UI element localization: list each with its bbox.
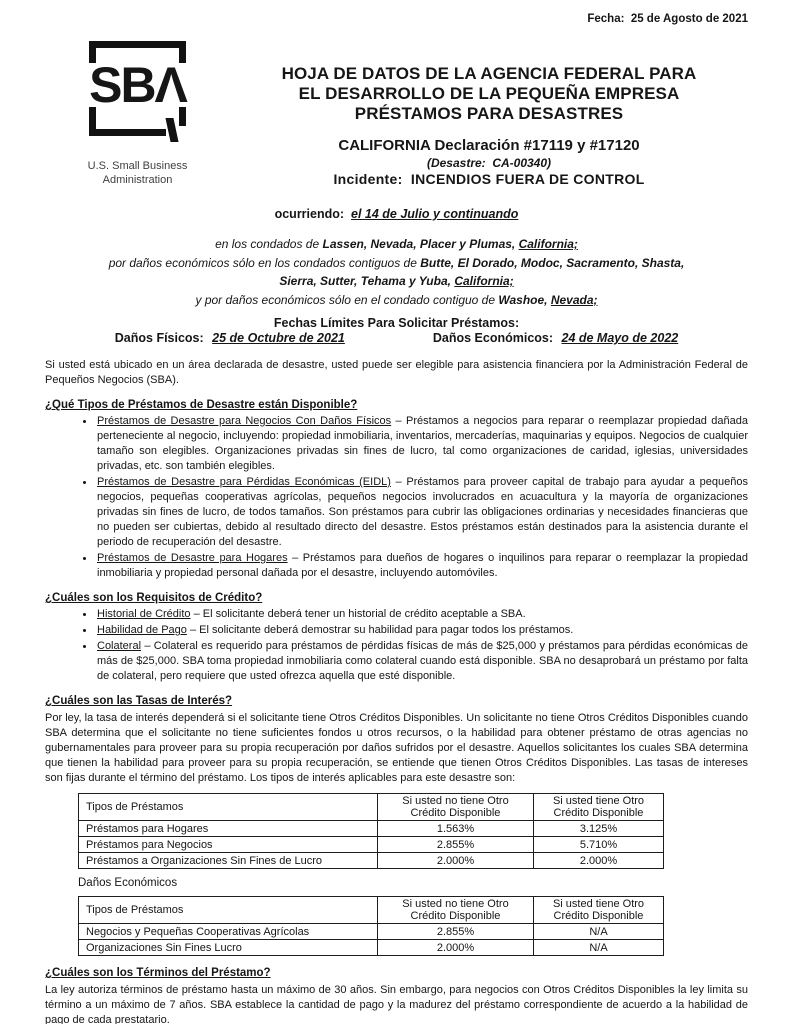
header-title-block bbox=[230, 41, 748, 187]
loan-terms-paragraph: La ley autoriza términos de préstamo hasta un máximo de 30 años. Sin embargo, para negocios con Otros Créditos Disponibles la ley limita su término a un máximo de 7 años. SBA establece la cantidad de pago y la madurez del préstamo correspondiente de acuerdo a la habilidad de pago de cada prestatario. bbox=[45, 984, 748, 1024]
column-header-other-credit: Si usted tiene Otro Crédito Disponible bbox=[534, 794, 664, 821]
column-header-loan-types: Tipos de Préstamos bbox=[79, 794, 378, 821]
title-line: EL DESARROLLO DE LA PEQUEÑA EMPRESA bbox=[298, 84, 680, 103]
table-row: Préstamos a Organizaciones Sin Fines de Lucro 2.000% 2.000% bbox=[79, 853, 664, 869]
physical-rates-table bbox=[78, 793, 664, 869]
section-heading-loan-types: ¿Qué Tipos de Préstamos de Desastre están Disponible? bbox=[45, 399, 358, 411]
column-header-loan-types: Tipos de Préstamos bbox=[79, 897, 378, 924]
deadlines-line bbox=[45, 331, 748, 345]
column-header-other-credit: Si usted tiene Otro Crédito Disponible bbox=[534, 897, 664, 924]
economic-deadline-label: Daños Económicos: bbox=[432, 331, 557, 345]
list-item: • Historial de Crédito – El solicitante deberá tener un historial de crédito aceptable a SBA. bbox=[95, 607, 748, 622]
counties-line-2: por daños económicos sólo en los condados contiguos de Butte, El Dorado, Modoc, Sacramento, Shasta, bbox=[108, 255, 685, 270]
table-row: Préstamos para Hogares 1.563% 3.125% bbox=[79, 821, 664, 837]
column-header-no-other-credit: Si usted no tiene Otro Crédito Disponible bbox=[378, 897, 534, 924]
table-header-row bbox=[79, 794, 664, 821]
sba-logo-caption bbox=[88, 159, 188, 187]
list-item: • Colateral – Colateral es requerido para préstamos de pérdidas físicas de más de $25,000 y préstamos para pérdidas económicas de más de $25,000. SBA toma propiedad inmobiliaria como colateral cuando está disponible. SBA no desaprobará un préstamo por falta de colateral, pero requiere que usted ofrezca aquella que esté disponible. bbox=[95, 639, 748, 684]
physical-deadline bbox=[115, 331, 345, 345]
occurring-value: el 14 de Julio y continuando bbox=[351, 207, 519, 221]
sba-logo-caption-line: U.S. Small Business bbox=[87, 160, 188, 172]
deadlines-heading: Fechas Límites Para Solicitar Préstamos: bbox=[273, 316, 520, 330]
interest-rates-paragraph: Por ley, la tasa de interés dependerá si el solicitante tiene Otros Créditos Disponibles. Un solicitante no tiene Otros Créditos Disponibles cuando SBA determina que el solicitante no tiene suficientes fondos u otros recursos, o la habilidad para obtener préstamo de otras agencias no gubernamentales para proveer para su propia recuperación por daños sufridos por el desastre. Aquellos solicitantes los cuales SBA determina que tienen la habilidad para proveer para su propia recuperación, se entiende que tienen Otros Créditos Disponibles. Las tasas de intereses son fijas durante el término del préstamo. Los tipos de interés aplicables para este desastre son: bbox=[45, 712, 748, 784]
date-line: Fecha: 25 de Agosto de 2021 bbox=[587, 13, 748, 25]
intro-paragraph: Si usted está ubicado en un área declarada de desastre, usted puede ser elegible para asistencia financiera por la Administración Federal de Pequeños Negocios (SBA). bbox=[45, 359, 748, 386]
section-heading-interest-rates: ¿Cuáles son las Tasas de Interés? bbox=[45, 695, 233, 707]
section-heading-credit-requirements: ¿Cuáles son los Requisitos de Crédito? bbox=[45, 592, 263, 604]
title-line: PRÉSTAMOS PARA DESASTRES bbox=[354, 104, 624, 123]
title-line: HOJA DE DATOS DE LA AGENCIA FEDERAL PARA bbox=[281, 64, 697, 83]
economic-deadline-date: 24 de Mayo de 2022 bbox=[561, 331, 679, 345]
economic-deadline bbox=[433, 331, 678, 345]
incident-line: Incidente: INCENDIOS FUERA DE CONTROL bbox=[333, 171, 645, 187]
credit-requirements-list bbox=[45, 607, 748, 684]
physical-deadline-label: Daños Físicos: bbox=[114, 331, 208, 345]
physical-deadline-date: 25 de Octubre de 2021 bbox=[212, 331, 345, 345]
document-title bbox=[230, 64, 748, 124]
table-header-row bbox=[79, 897, 664, 924]
list-item: • Préstamos de Desastre para Hogares – Préstamos para dueños de hogares o inquilinos para reparar o reemplazar la propiedad inmobiliaria y propiedad personal dañada por el desastre, incluyendo automóviles. bbox=[95, 551, 748, 581]
sba-logo bbox=[45, 41, 230, 187]
list-item: • Préstamos de Desastre para Pérdidas Económicas (EIDL) – Préstamos para proveer capital de trabajo para ayudar a pequeños negocios, pequeñas cooperativas agrícolas, pequeños negocios involucrados en acuacultura y la mayoría de organizaciones privadas sin fines de lucro, de todos tamaños. Son préstamos para cubrir las obligaciones ordinarias y necesidades financieras que no pueden ser cubiertas, debido al resultado directo del desastre. Estos préstamos están destinados para la asistencia durante el periodo de recuperación del desastre. bbox=[95, 475, 748, 550]
occurring-label: ocurriendo: bbox=[274, 207, 351, 221]
table-row: Organizaciones Sin Fines Lucro 2.000% N/A bbox=[79, 940, 664, 956]
counties-line-3: Sierra, Sutter, Tehama y Yuba, California; bbox=[279, 274, 514, 288]
loan-types-list bbox=[45, 414, 748, 581]
disaster-number: (Desastre: CA-00340) bbox=[426, 156, 552, 170]
counties-block bbox=[45, 235, 748, 309]
economic-damages-label: Daños Económicos bbox=[78, 877, 178, 889]
table-row: Préstamos para Negocios 2.855% 5.710% bbox=[79, 837, 664, 853]
section-heading-loan-terms: ¿Cuáles son los Términos del Préstamo? bbox=[45, 967, 271, 979]
document-header bbox=[45, 41, 748, 187]
counties-line-4: y por daños económicos sólo en el condado contiguo de Washoe, Nevada; bbox=[195, 292, 598, 307]
occurring-line bbox=[45, 207, 748, 221]
sba-logo-caption-line: Administration bbox=[102, 174, 173, 186]
sba-logo-acronym: SBΛ bbox=[89, 57, 186, 114]
table-row: Negocios y Pequeñas Cooperativas Agrícolas 2.855% N/A bbox=[79, 924, 664, 940]
sba-logo-frame bbox=[89, 41, 186, 136]
column-header-no-other-credit: Si usted no tiene Otro Crédito Disponible bbox=[378, 794, 534, 821]
list-item: • Habilidad de Pago – El solicitante deberá demostrar su habilidad para pagar todos los préstamos. bbox=[95, 623, 748, 638]
economic-rates-table bbox=[78, 896, 664, 956]
declaration-line: CALIFORNIA Declaración #17119 y #17120 bbox=[338, 137, 640, 154]
list-item: • Préstamos de Desastre para Negocios Con Daños Físicos – Préstamos a negocios para reparar o reemplazar propiedad dañada perteneciente al negocio, incluyendo: propiedad inmobiliaria, inventarios, mercaderías, maquinarias y equipos. Negocios de cualquier tamaño son elegibles. Organizaciones privadas sin fines de lucro, tal como organizaciones de caridad, iglesias, universidades privadas, etc. son también elegibles. bbox=[95, 414, 748, 474]
counties-line-1: en los condados de Lassen, Nevada, Placer y Plumas, California; bbox=[215, 237, 578, 251]
